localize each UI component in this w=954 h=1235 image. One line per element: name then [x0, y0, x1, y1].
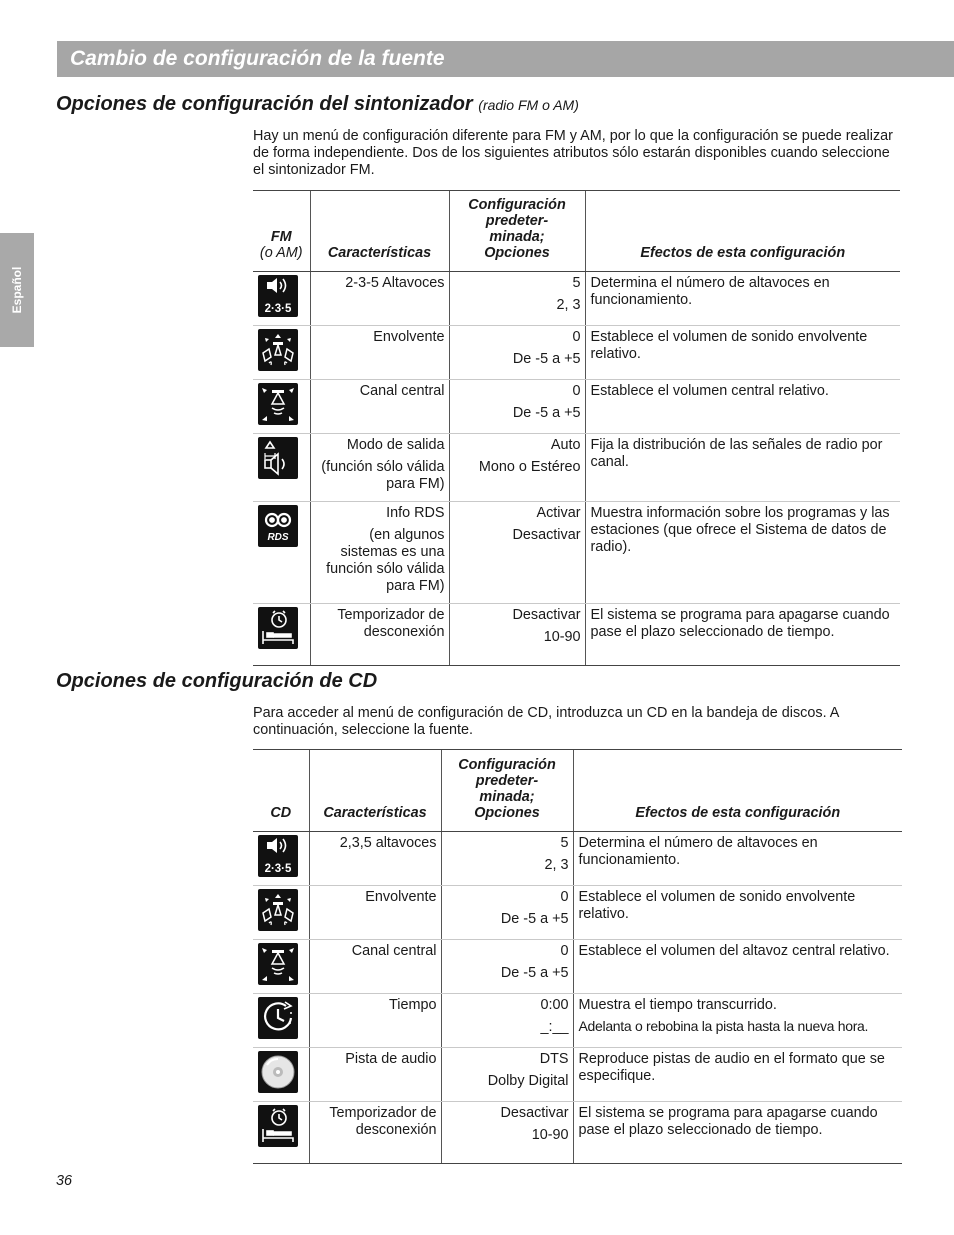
table-row [253, 434, 900, 502]
table-row [253, 502, 900, 604]
feature-cell: Temporizador de desconexión [310, 604, 449, 666]
header-features: Características [310, 191, 449, 272]
effect-cell: El sistema se programa para apagarse cuando pase el plazo seleccionado de tiempo. [573, 1102, 902, 1164]
options-cell: 5 2, 3 [441, 832, 573, 886]
section-banner [57, 41, 954, 77]
effect-cell: Muestra información sobre los programas y las estaciones (que ofrece el Sistema de datos de radio). [585, 502, 900, 604]
options-cell: 0:00 _:__ [441, 994, 573, 1048]
header-source: CD [253, 750, 309, 832]
effect-cell: Muestra el tiempo transcurrido. Adelanta o rebobina la pista hasta la nueva hora. [573, 994, 902, 1048]
rds-icon [258, 505, 298, 547]
table-row [253, 1102, 902, 1164]
feature-cell: Tiempo [309, 994, 441, 1048]
sleep-timer-icon [258, 1105, 298, 1147]
page-number: 36 [56, 1173, 73, 1189]
effect-cell: El sistema se programa para apagarse cuando pase el plazo seleccionado de tiempo. [585, 604, 900, 666]
feature-cell: Canal central [309, 940, 441, 994]
tuner-subtitle: (radio FM o AM) [478, 97, 579, 113]
options-cell: DTS Dolby Digital [441, 1048, 573, 1102]
table-row [253, 326, 900, 380]
output-mode-icon [258, 437, 298, 479]
feature-cell: Info RDS (en algunos sistemas es una función sólo válida para FM) [310, 502, 449, 604]
options-cell: 5 2, 3 [449, 272, 585, 326]
options-cell: Desactivar 10-90 [449, 604, 585, 666]
effect-cell: Establece el volumen de sonido envolvente relativo. [585, 326, 900, 380]
side-tab-label: Español [10, 266, 24, 314]
cd-section-title: Opciones de configuración de CD [56, 670, 378, 692]
table-row [253, 380, 900, 434]
feature-cell: Envolvente [309, 886, 441, 940]
effect-cell: Determina el número de altavoces en funcionamiento. [585, 272, 900, 326]
tuner-settings-table [253, 190, 900, 666]
effect-cell: Establece el volumen central relativo. [585, 380, 900, 434]
cd-settings-table [253, 749, 902, 1164]
header-default-options: Configuración predeter- minada; Opciones [441, 750, 573, 832]
audio-track-disc-icon [258, 1051, 298, 1093]
header-features: Características [309, 750, 441, 832]
effect-cell: Establece el volumen del altavoz central relativo. [573, 940, 902, 994]
effect-cell: Reproduce pistas de audio en el formato que se especifique. [573, 1048, 902, 1102]
tuner-section-title [56, 93, 579, 116]
table-header-row [253, 750, 902, 832]
header-effects: Efectos de esta configuración [573, 750, 902, 832]
table-row [253, 940, 902, 994]
tuner-intro: Hay un menú de configuración diferente para FM y AM, por lo que la configuración se puede realizar de forma independiente. Dos de los siguientes atributos sólo estarán disponibles cuando seleccione el sintonizador FM. [253, 128, 893, 178]
options-cell: Auto Mono o Estéreo [449, 434, 585, 502]
banner-title: Cambio de configuración de la fuente [70, 47, 445, 70]
feature-cell: 2,3,5 altavoces [309, 832, 441, 886]
table-row [253, 272, 900, 326]
speakers-235-icon [258, 835, 298, 877]
sleep-timer-icon [258, 607, 298, 649]
options-cell: 0 De -5 a +5 [441, 940, 573, 994]
table-header-row [253, 191, 900, 272]
table-row [253, 886, 902, 940]
options-cell: 0 De -5 a +5 [441, 886, 573, 940]
effect-cell: Fija la distribución de las señales de radio por canal. [585, 434, 900, 502]
feature-cell: Temporizador de desconexión [309, 1102, 441, 1164]
effect-cell: Establece el volumen de sonido envolvente relativo. [573, 886, 902, 940]
feature-cell: Modo de salida (función sólo válida para FM) [310, 434, 449, 502]
table-row [253, 1048, 902, 1102]
speakers-icon-digits: 2·3·5 [264, 863, 292, 875]
table-row [253, 994, 902, 1048]
options-cell: 0 De -5 a +5 [449, 380, 585, 434]
table-row [253, 832, 902, 886]
cd-intro: Para acceder al menú de configuración de CD, introduzca un CD en la bandeja de discos. A continuación, seleccione la fuente. [253, 705, 839, 738]
effect-cell: Determina el número de altavoces en funcionamiento. [573, 832, 902, 886]
header-source: FM (o AM) [253, 191, 310, 272]
feature-cell: 2-3-5 Altavoces [310, 272, 449, 326]
time-icon [258, 997, 298, 1039]
surround-icon [258, 329, 298, 371]
surround-icon [258, 889, 298, 931]
tuner-title-text: Opciones de configuración del sintonizador [56, 93, 473, 115]
language-side-tab [0, 233, 34, 347]
rds-icon-label: RDS [267, 532, 289, 543]
options-cell: 0 De -5 a +5 [449, 326, 585, 380]
speakers-235-icon [258, 275, 298, 317]
options-cell: Desactivar 10-90 [441, 1102, 573, 1164]
center-channel-icon [258, 943, 298, 985]
header-effects: Efectos de esta configuración [585, 191, 900, 272]
options-cell: Activar Desactivar [449, 502, 585, 604]
header-default-options: Configuración predeter- minada; Opciones [449, 191, 585, 272]
center-channel-icon [258, 383, 298, 425]
feature-cell: Canal central [310, 380, 449, 434]
feature-cell: Pista de audio [309, 1048, 441, 1102]
speakers-icon-digits: 2·3·5 [264, 303, 292, 315]
table-row [253, 604, 900, 666]
feature-cell: Envolvente [310, 326, 449, 380]
